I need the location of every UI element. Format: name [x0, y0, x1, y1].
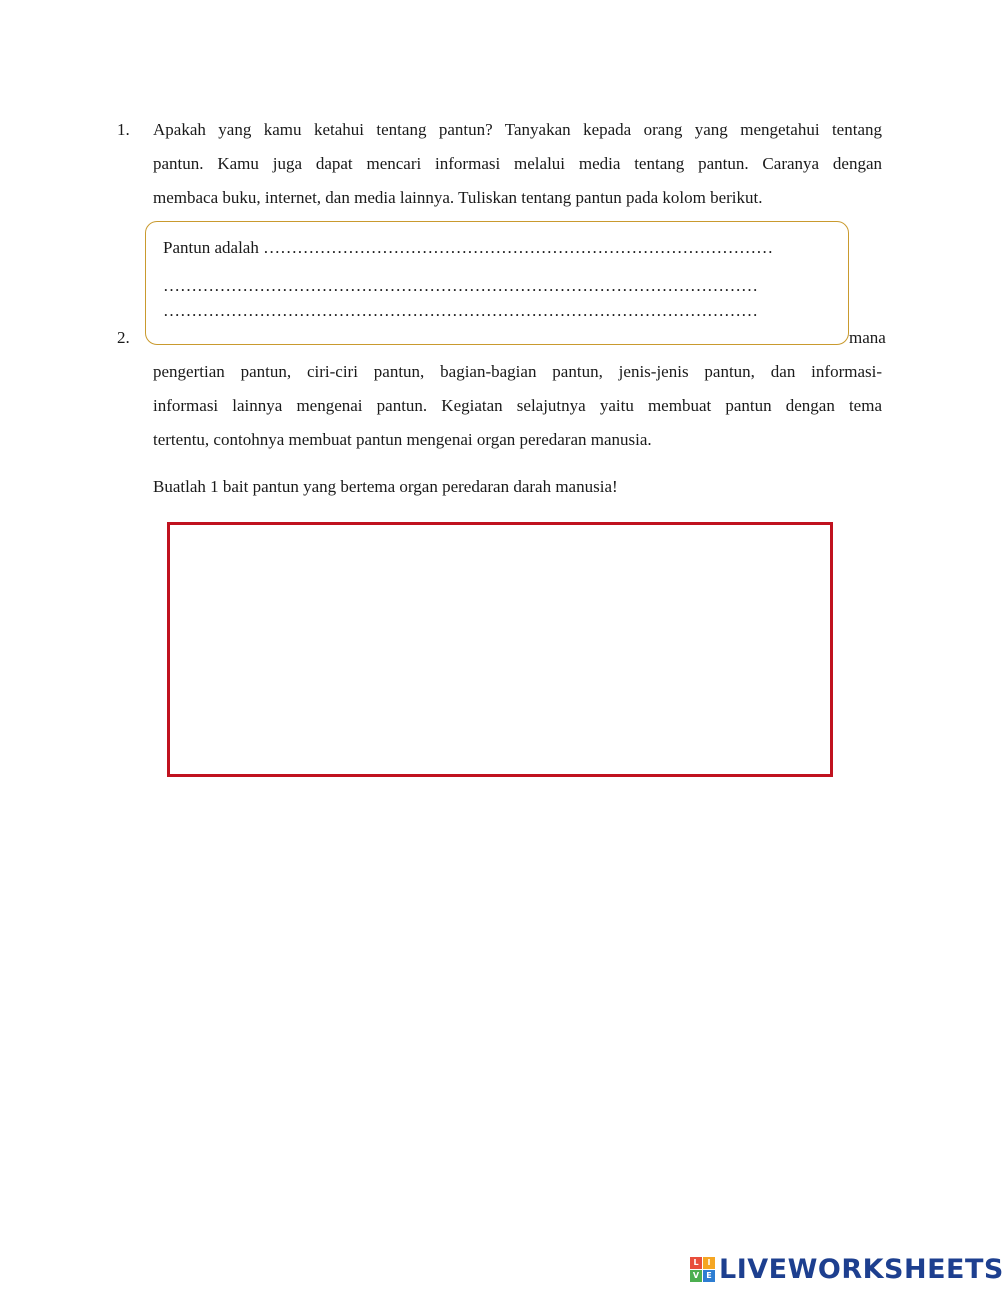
answer-dots-2: …………………………………………………………………………………………… — [163, 276, 758, 295]
logo-text: LIVEWORKSHEETS — [719, 1253, 1004, 1285]
question-2-line-2: pengertian pantun, ciri-ciri pantun, bagian-bagian pantun, jenis-jenis pantun, dan informasi- — [153, 362, 882, 381]
question-2-text — [153, 355, 882, 457]
question-2-number: 2. — [117, 328, 130, 347]
answer-line-1 — [163, 238, 773, 258]
question-1-line-1: Apakah yang kamu ketahui tentang pantun? Tanyakan kepada orang yang mengetahui tentang — [153, 120, 882, 139]
answer-prompt: Pantun adalah — [163, 238, 259, 257]
answer-dots-3: …………………………………………………………………………………………… — [163, 301, 758, 320]
answer-box-pantun[interactable] — [167, 522, 833, 777]
question-1-text — [153, 113, 882, 215]
question-2-line-3: informasi lainnya mengenai pantun. Kegiatan selajutnya yaitu membuat pantun dengan tema — [153, 396, 882, 415]
liveworksheets-logo — [690, 1254, 1004, 1284]
pantun-instruction: Buatlah 1 bait pantun yang bertema organ peredaran darah manusia! — [153, 477, 618, 496]
question-2-line-1-fragment: mana — [849, 328, 886, 347]
question-2-line-4: tertentu, contohnya membuat pantun mengenai organ peredaran manusia. — [153, 430, 652, 449]
question-1-line-3: membaca buku, internet, dan media lainnya. Tuliskan tentang pantun pada kolom berikut. — [153, 188, 763, 207]
question-1-line-2: pantun. Kamu juga dapat mencari informasi melalui media tentang pantun. Caranya dengan — [153, 154, 882, 173]
logo-letter-i: I — [703, 1257, 715, 1269]
answer-dots-1: ……………………………………………………………………………… — [263, 238, 774, 257]
question-1-number: 1. — [117, 120, 130, 139]
answer-box-pantun-definition[interactable] — [145, 221, 849, 345]
logo-letter-e: E — [703, 1270, 715, 1282]
logo-letter-v: V — [690, 1270, 702, 1282]
logo-icon — [690, 1257, 715, 1282]
logo-letter-l: L — [690, 1257, 702, 1269]
